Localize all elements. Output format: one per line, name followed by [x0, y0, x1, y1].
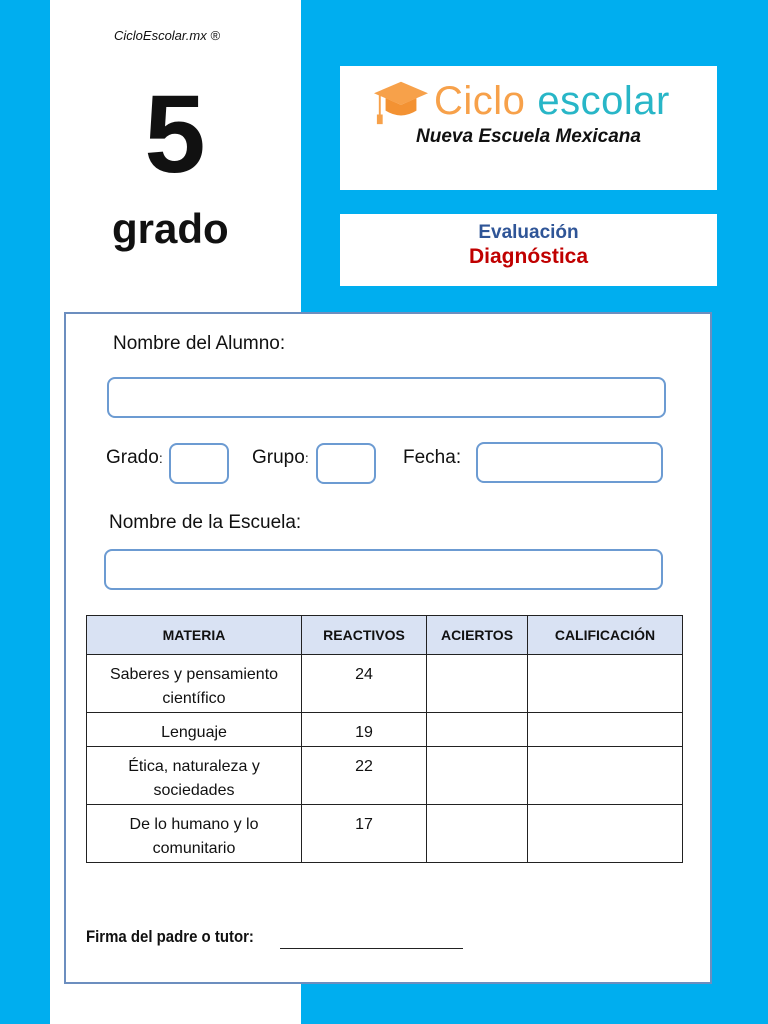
table-row [87, 655, 683, 713]
calificacion-cell[interactable] [528, 805, 683, 863]
grade-number: 5 [144, 73, 206, 196]
header-aciertos: ACIERTOS [427, 616, 528, 655]
reactivos-cell: 17 [302, 805, 427, 863]
copyright-text: CicloEscolar.mx ® [114, 28, 220, 43]
date-field[interactable] [476, 442, 663, 483]
materia-cell: Ética, naturaleza y sociedades [87, 747, 302, 805]
right-blue-edge [754, 0, 768, 1024]
logo-box [340, 66, 717, 190]
materia-cell: Lenguaje [87, 713, 302, 747]
aciertos-cell[interactable] [427, 655, 528, 713]
student-name-label: Nombre del Alumno: [113, 333, 286, 354]
student-name-field[interactable] [107, 377, 666, 418]
student-form [64, 312, 712, 984]
header-reactivos: REACTIVOS [302, 616, 427, 655]
logo [372, 74, 670, 128]
calificacion-cell[interactable] [528, 713, 683, 747]
evaluation-title: Evaluación [478, 222, 579, 243]
group-field[interactable] [316, 443, 376, 484]
header-materia: MATERIA [87, 616, 302, 655]
calificacion-cell[interactable] [528, 655, 683, 713]
calificacion-cell[interactable] [528, 747, 683, 805]
logo-subtitle: Nueva Escuela Mexicana [416, 126, 641, 147]
aciertos-cell[interactable] [427, 713, 528, 747]
materia-cell: De lo humano y lo comunitario [87, 805, 302, 863]
left-blue-band [0, 0, 50, 1024]
grade-label: Grado: [106, 447, 163, 468]
header-calificacion: CALIFICACIÓN [528, 616, 683, 655]
signature-line[interactable] [280, 948, 463, 949]
grade-field[interactable] [169, 443, 229, 484]
score-table [86, 615, 683, 863]
evaluation-box [340, 214, 717, 286]
aciertos-cell[interactable] [427, 805, 528, 863]
reactivos-cell: 19 [302, 713, 427, 747]
table-row [87, 747, 683, 805]
materia-cell: Saberes y pensamiento científico [87, 655, 302, 713]
table-row [87, 805, 683, 863]
logo-word-ciclo: Ciclo [434, 78, 526, 123]
school-name-field[interactable] [104, 549, 663, 590]
aciertos-cell[interactable] [427, 747, 528, 805]
logo-word-escolar: escolar [537, 78, 670, 123]
reactivos-cell: 24 [302, 655, 427, 713]
reactivos-cell: 22 [302, 747, 427, 805]
evaluation-type: Diagnóstica [468, 245, 589, 268]
signature-label: Firma del padre o tutor: [86, 927, 254, 946]
grade-word: grado [112, 205, 229, 252]
table-header-row [87, 616, 683, 655]
group-label: Grupo: [252, 447, 309, 468]
graduation-cap-icon [372, 74, 430, 128]
table-row [87, 713, 683, 747]
school-name-label: Nombre de la Escuela: [109, 512, 302, 533]
date-label: Fecha: [403, 447, 462, 468]
